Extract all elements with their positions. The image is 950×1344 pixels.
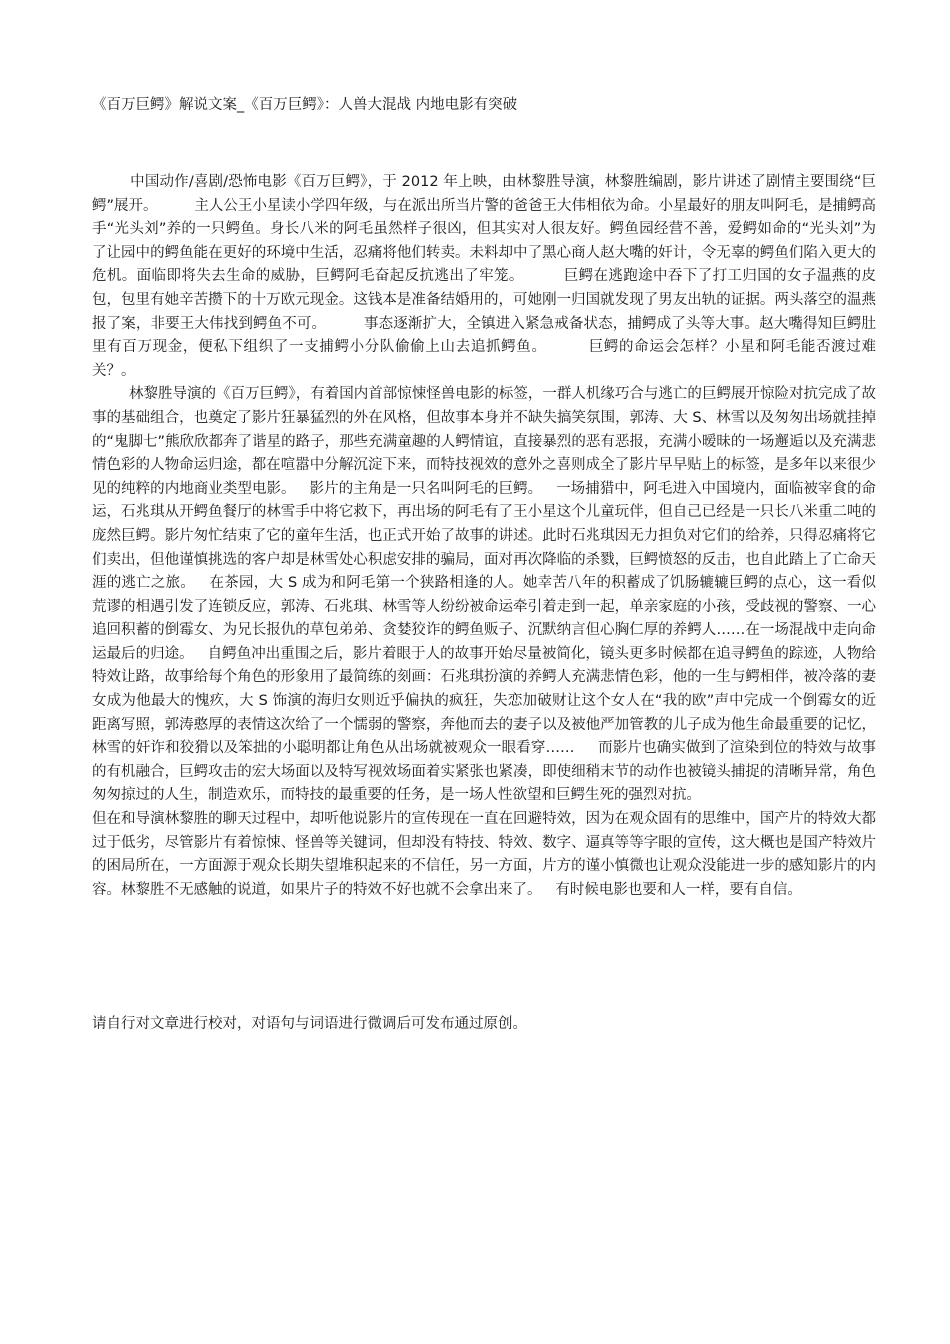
proofread-note: 请自行对文章进行校对，对语句与词语进行微调后可发布通过原创。: [92, 1016, 527, 1032]
paragraph-interview: 但在和导演林黎胜的聊天过程中，却听他说影片的宣传现在一直在回避特效，因为在观众固有的思维中，国产片的特效大都过于低劣，尽管影片有着惊悚、怪兽等关键词，但却没有特技、特效、数字、逼真等等字眼的宣传，这大概也是国产特效片的困局所在，一方面源于观众长期失望堆积起来的不信任，另一方面，片方的谨小慎微也让观众没能进一步的感知影片的内容。林黎胜不无感触的说道，如果片子的特效不好也就不会拿出来了。 有时候电影也要和人一样，要有自信。: [92, 811, 876, 898]
document-title: 《百万巨鳄》解说文案_《百万巨鳄》：人兽大混战 内地电影有突破: [92, 97, 518, 113]
paragraph-synopsis: 中国动作/喜剧/恐怖电影《百万巨鳄》，于 2012 年上映，由林黎胜导演，林黎胜编剧，影片讲述了剧情主要围绕“巨鳄”展开。 主人公王小星读小学四年级，与在派出所当片警的爸爸王大伟相依为命。小星最好的朋友叫阿毛，是捕鳄高手“光头刘”养的一只鳄鱼。身长八米的阿毛虽然样子很凶，但其实对人很友好。鳄鱼园经营不善，爱鳄如命的“光头刘”为了让园中的鳄鱼能在更好的环境中生活，忍痛将他们转卖。未料却中了黑心商人赵大嘴的奸计，令无辜的鳄鱼们陷入更大的危机。面临即将失去生命的威胁，巨鳄阿毛奋起反抗逃出了牢笼。 巨鳄在逃跑途中吞下了打工归国的女子温燕的皮包，包里有她辛苦攒下的十万欧元现金。这钱本是准备结婚用的，可她刚一归国就发现了男友出轨的证据。两头落空的温燕报了案，非要王大伟找到鳄鱼不可。 事态逐渐扩大，全镇进入紧急戒备状态，捕鳄成了头等大事。赵大嘴得知巨鳄肚里有百万现金，便私下组织了一支捕鳄小分队偷偷上山去追抓鳄鱼。 巨鳄的命运会怎样？小星和阿毛能否渡过难关？。: [92, 174, 877, 379]
paragraph-review: 林黎胜导演的《百万巨鳄》，有着国内首部惊悚怪兽电影的标签，一群人机缘巧合与逃亡的巨鳄展开惊险对抗完成了故事的基础组合，也奠定了影片狂暴猛烈的外在风格，但故事本身并不缺失搞笑氛围，郭涛、大 S、林雪以及匆匆出场就挂掉的“鬼脚七”熊欣欣都奔了谐星的路子，那些充满童趣的人鳄情谊，直接暴烈的恶有恶报，充满小暧昧的一场邂逅以及充满悲情色彩的人物命运归途，都在喧嚣中分解沉淀下来，而特技视效的意外之喜则成全了影片早早贴上的标签，是多年以来很少见的纯粹的内地商业类型电影。 影片的主角是一只名叫阿毛的巨鳄。 一场捕猎中，阿毛进入中国境内，面临被宰食的命运，石兆琪从开鳄鱼餐厅的林雪手中将它救下，再出场的阿毛有了王小星这个儿童玩伴，但自己已经是一只长八米重二吨的庞然巨鳄。影片匆忙结束了它的童年生活，也正式开始了故事的讲述。此时石兆琪因无力担负对它们的给养，只得忍痛将它们卖出，但他谨慎挑选的客户却是林雪处心积虑安排的骗局，面对再次降临的杀戮，巨鳄愤怒的反击，也自此踏上了亡命天涯的逃亡之旅。 在茶园，大 S 成为和阿毛第一个狭路相逢的人。她幸苦八年的积蓄成了饥肠辘辘巨鳄的点心，这一看似荒谬的相遇引发了连锁反应，郭涛、石兆琪、林雪等人纷纷被命运牵引着走到一起，单亲家庭的小孩，受歧视的警察、一心追回积蓄的倒霉女、为兄长报仇的草包弟弟、贪婪狡诈的鳄鱼贩子、沉默纳言但心胸仁厚的养鳄人……在一场混战中走向命运最后的归途。 自鳄鱼冲出重围之后，影片着眼于人的故事开始尽量被简化，镜头更多时候都在追寻鳄鱼的踪迹，人物给特效让路，故事给每个角色的形象用了最简练的刻画：石兆琪扮演的养鳄人充满悲情色彩，他的一生与鳄相伴，被冷落的妻女成为他最大的愧疚，大 S 饰演的海归女则近乎偏执的疯狂，失恋加破财让这个女人在“我的欧”声中完成一个倒霉女的近距离写照，郭涛憨厚的表情这次给了一个懦弱的警察，奔他而去的妻子以及被他严加管教的儿子成为他生命最重要的记忆，林雪的奸诈和狡猾以及笨拙的小聪明都让角色从出场就被观众一眼看穿…… 而影片也确实做到了渲染到位的特效与故事的有机融合，巨鳄攻击的宏大场面以及特写视效场面着实紧张也紧凑，即使细稍末节的动作也被镜头捕捉的清晰异常，角色匆匆掠过的人生，制造欢乐，而特技的最重要的任务，是一场人性欲望和巨鳄生死的强烈对抗。: [92, 386, 877, 804]
article-body: [92, 171, 876, 902]
